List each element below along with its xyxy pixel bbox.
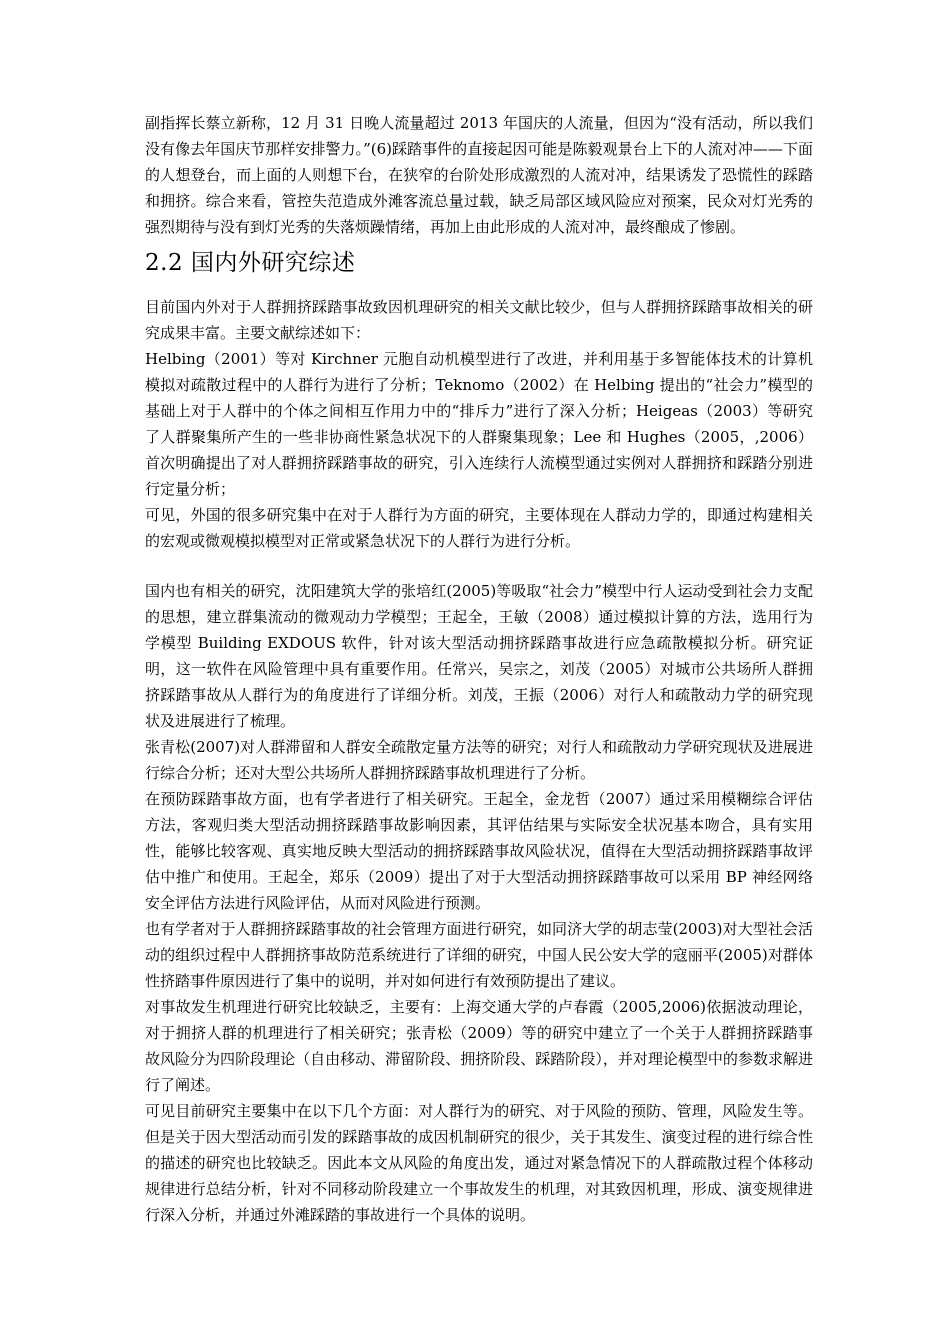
paragraph-overview: 目前国内外对于人群拥挤踩踏事故致因机理研究的相关文献比较少，但与人群拥挤踩踏事故相关的研究成果丰富。主要文献综述如下： [145,298,813,342]
document-body [145,110,813,1228]
paragraph-gap [145,554,813,578]
paragraph-prevention: 在预防踩踏事故方面，也有学者进行了相关研究。王起全，金龙哲（2007）通过采用模糊综合评估方法，客观归类大型活动拥挤踩踏事故影响因素，其评估结果与实际安全状况基本吻合，具有实用性，能够比较客观、真实地反映大型活动的拥挤踩踏事故风险状况，值得在大型活动拥挤踩踏事故评估中推广和使用。王起全，郑乐（2009）提出了对于大型活动拥挤踩踏事故可以采用 BP 神经网络安全评估方法进行风险评估，从而对风险进行预测。 [145,790,813,912]
paragraph-foreign-summary: 可见，外国的很多研究集中在对于人群行为方面的研究，主要体现在人群动力学的，即通过构建相关的宏观或微观模拟模型对正常或紧急状况下的人群行为进行分析。 [145,506,813,550]
paragraph-social-management: 也有学者对于人群拥挤踩踏事故的社会管理方面进行研究，如同济大学的胡志莹(2003)对大型社会活动的组织过程中人群拥挤事故防范系统进行了详细的研究，中国人民公安大学的寇丽平(2005)对群体性挤踏事件原因进行了集中的说明，并对如何进行有效预防提出了建议。 [145,920,813,990]
paragraph-mechanism: 对事故发生机理进行研究比较缺乏，主要有：上海交通大学的卢春霞（2005,2006)依据波动理论，对于拥挤人群的机理进行了相关研究；张青松（2009）等的研究中建立了一个关于人群拥挤踩踏事故风险分为四阶段理论（自由移动、滞留阶段、拥挤阶段、踩踏阶段），并对理论模型中的参数求解进行了阐述。 [145,998,813,1094]
paragraph-zhang-qingsong: 张青松(2007)对人群滞留和人群安全疏散定量方法等的研究；对行人和疏散动力学研究现状及进展进行综合分析；还对大型公共场所人群拥挤踩踏事故机理进行了分析。 [145,738,813,782]
paragraph-domestic-research: 国内也有相关的研究，沈阳建筑大学的张培红(2005)等吸取“社会力”模型中行人运动受到社会力支配的思想，建立群集流动的微观动力学模型；王起全，王敏（2008）通过模拟计算的方法，选用行为学模型 Building EXDOUS 软件，针对该大型活动拥挤踩踏事故进行应急疏散模拟分析。研究证明，这一软件在风险管理中具有重要作用。任常兴，吴宗之，刘茂（2005）对城市公共场所人群拥挤踩踏事故从人群行为的角度进行了详细分析。刘茂，王振（2006）对行人和疏散动力学的研究现状及进展进行了梳理。 [145,582,813,730]
section-heading: 2.2 国内外研究综述 [145,250,356,276]
intro-paragraph: 副指挥长蔡立新称，12 月 31 日晚人流量超过 2013 年国庆的人流量，但因为“没有活动，所以我们没有像去年国庆节那样安排警力。”(6)踩踏事件的直接起因可能是陈毅观景台上下的人流对冲——下面的人想登台，而上面的人则想下台，在狭窄的台阶处形成激烈的人流对冲，结果诱发了恐慌性的踩踏和拥挤。综合来看，管控失范造成外滩客流总量过载，缺乏局部区域风险应对预案，民众对灯光秀的强烈期待与没有到灯光秀的失落烦躁情绪，再加上由此形成的人流对冲，最终酿成了惨剧。 [145,114,813,236]
paragraph-foreign-research: Helbing（2001）等对 Kirchner 元胞自动机模型进行了改进，并利用基于多智能体技术的计算机模拟对疏散过程中的人群行为进行了分析；Teknomo（2002）在 Helbing 提出的“社会力”模型的基础上对于人群中的个体之间相互作用力中的“排斥力”进行了深入分析；Heigeas（2003）等研究了人群聚集所产生的一些非协商性紧急状况下的人群聚集现象；Lee 和 Hughes（2005，,2006）首次明确提出了对人群拥挤踩踏事故的研究，引入连续行人流模型通过实例对人群拥挤和踩踏分别进行定量分析； [145,350,813,498]
paragraph-conclusion: 可见目前研究主要集中在以下几个方面：对人群行为的研究、对于风险的预防、管理，风险发生等。但是关于因大型活动而引发的踩踏事故的成因机制研究的很少，关于其发生、演变过程的进行综合性的描述的研究也比较缺乏。因此本文从风险的角度出发，通过对紧急情况下的人群疏散过程个体移动规律进行总结分析，针对不同移动阶段建立一个事故发生的机理，对其致因机理，形成、演变规律进行深入分析，并通过外滩踩踏的事故进行一个具体的说明。 [145,1102,813,1224]
